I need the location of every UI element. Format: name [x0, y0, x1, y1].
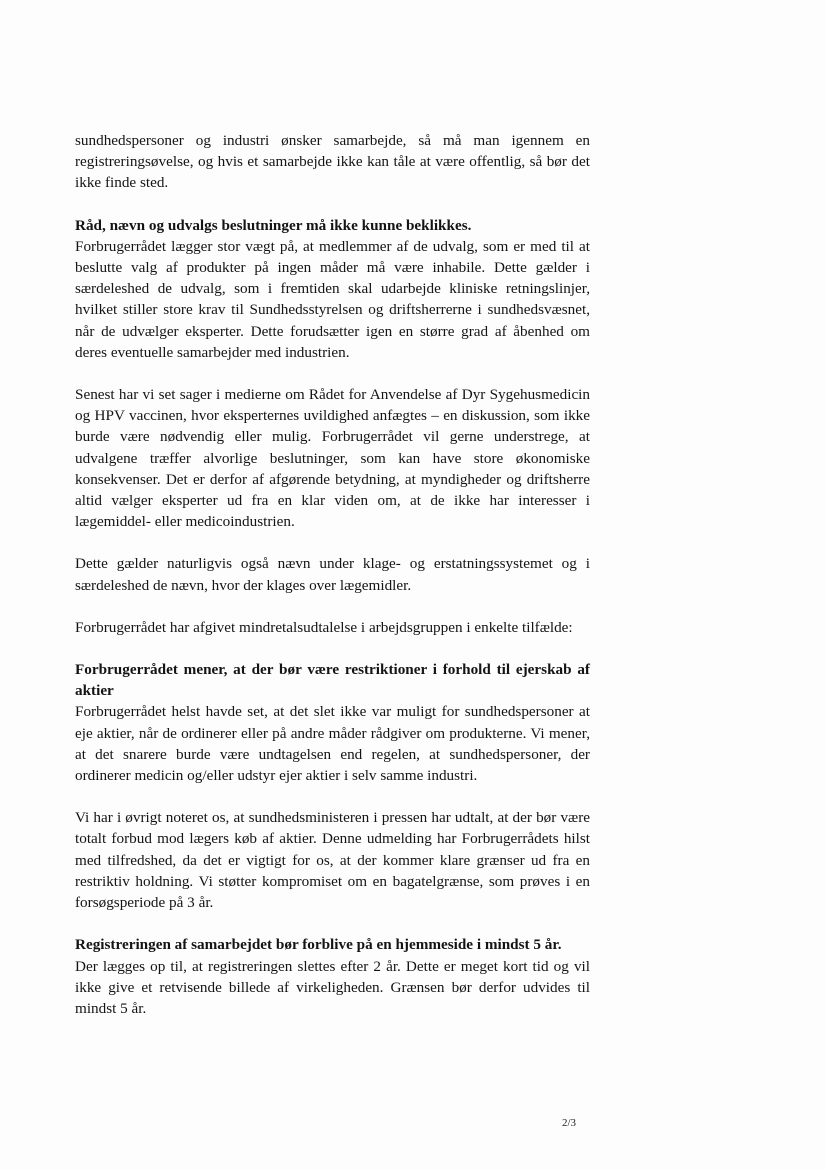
paragraph-minister: Vi har i øvrigt noteret os, at sundhedsministeren i pressen har udtalt, at der bør være totalt forbud mod lægers køb af aktier. Denne udmelding har Forbrugerrådets hilst med tilfredshed, da det er vigtigt for os, at der kommer klare grænser ud fra en restriktiv holdning. Vi støtter kompromiset om en bagatelgrænse, som prøves i en forsøgsperiode på 3 år. — [75, 809, 590, 912]
section-heading-registration: Registreringen af samarbejdet bør forblive på en hjemmeside i mindst 5 år. — [75, 936, 562, 954]
section-heading-councils: Råd, nævn og udvalgs beslutninger må ikke kunne beklikkes. — [75, 216, 472, 234]
section-heading-shares: Forbrugerrådet mener, at der bør være restriktioner i forhold til ejerskab af aktier — [75, 661, 590, 700]
paragraph-intro: sundhedspersoner og industri ønsker samarbejde, så må man igennem en registreringsøvelse, og hvis et samarbejde ikke kan tåle at være offentlig, så bør det ikke finde sted. — [75, 132, 590, 192]
paragraph-shares: Forbrugerrådet helst havde set, at det slet ikke var muligt for sundhedspersoner at eje aktier, når de ordinerer eller på andre måder rådgiver om produkterne. Vi mener, at det snarere burde være undtagelsen end regelen, at sundhedspersoner, der ordinerer medicin og/eller udstyr ejer aktier i selv samme industri. — [75, 703, 590, 785]
page-number: 2/3 — [562, 1117, 577, 1129]
paragraph-complaint-boards: Dette gælder naturligvis også nævn under klage- og erstatningssystemet og i særdeleshed de nævn, hvor der klages over lægemidler. — [75, 555, 590, 594]
paragraph-media-cases: Senest har vi set sager i medierne om Rådet for Anvendelse af Dyr Sygehusmedicin og HPV vaccinen, hvor eksperternes uvildighed anfægtes – en diskussion, som ikke burde være nødvendig eller mulig. Forbrugerrådet vil gerne understrege, at udvalgene træffer alvorlige beslutninger, som kan have store økonomiske konsekvenser. Det er derfor af afgørende betydning, at myndigheder og driftsherre altid vælger eksperter ud fra en klar viden om, at de ikke har interesser i lægemiddel- eller medicoindustrien. — [75, 386, 590, 531]
paragraph-registration: Der lægges op til, at registreringen slettes efter 2 år. Dette er meget kort tid og vil ikke give et retvisende billede af virkeligheden. Grænsen bør derfor udvides til mindst 5 år. — [75, 957, 590, 1017]
paragraph-minority-statement: Forbrugerrådet har afgivet mindretalsudtalelse i arbejdsgruppen i enkelte tilfælde: — [75, 618, 573, 636]
document-body — [75, 130, 590, 1019]
paragraph-councils: Forbrugerrådet lægger stor vægt på, at medlemmer af de udvalg, som er med til at beslutte valg af produkter på ingen måder må være inhabile. Dette gælder i særdeleshed de udvalg, som i fremtiden skal udarbejde kliniske retningslinjer, hvilket stiller store krav til Sundhedsstyrelsen og driftsherrerne i sundhedsvæsnet, når de udvælger eksperter. Dette forudsætter igen en større grad af åbenhed om deres eventuelle samarbejder med industrien. — [75, 237, 590, 361]
